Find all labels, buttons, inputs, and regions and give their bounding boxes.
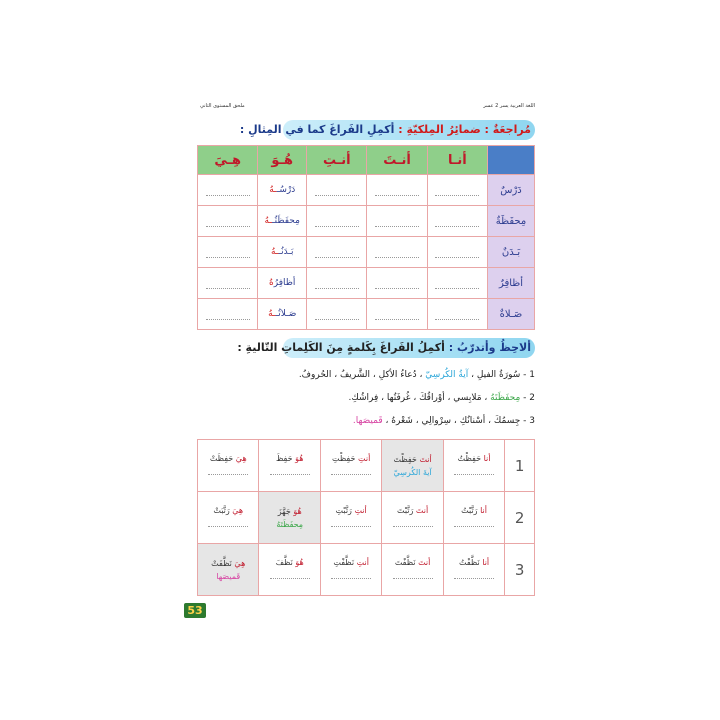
exercise-line-1: 1 - سُورَةُ الفيلِ ، آيةُ الكُرسِيّ ، دُعاءُ الأكلِ ، الشَّريفُ ، الحُروفُ.	[298, 370, 535, 380]
example-cell: بَـدَنُــهُ	[258, 237, 307, 268]
table-row	[198, 440, 535, 492]
blank-cell[interactable]	[307, 237, 367, 268]
verb-cell-example: هِيَ نَظَّفَتْ قَميصَها	[198, 544, 259, 596]
exercise-line-2: 2 - مِحفَظَتَهُ ، مَلابِسي ، أوْراقُكَ ، غُرفَتُها ، فِراشُكِ.	[348, 393, 535, 403]
blank-cell[interactable]	[427, 175, 487, 206]
verb-cell-example: هُوَ جَهَّزَ مِحفَظَتَهُ	[259, 492, 320, 544]
blank-cell[interactable]	[427, 299, 487, 330]
blank-cell[interactable]	[198, 268, 258, 299]
example-cell: مِحفَظَتُــهُ	[258, 206, 307, 237]
example-cell: أظافِرُهُ	[258, 268, 307, 299]
possessive-table-header	[198, 146, 535, 175]
blank-cell[interactable]	[367, 299, 427, 330]
table-row	[198, 299, 535, 330]
table-row	[198, 237, 535, 268]
blank-cell[interactable]	[427, 237, 487, 268]
blank-cell[interactable]	[307, 175, 367, 206]
verb-cell[interactable]: هُوَ نَظَّفَ	[259, 544, 320, 596]
row-label: مِحفَظَةٌ	[488, 206, 535, 237]
verb-cell[interactable]: أنتَ رَتَّبْتَ	[382, 492, 443, 544]
section2-title-blue: ألاحِظُ وأتدرّبُ :	[448, 341, 531, 354]
verb-cell-example: أنتَ حَفِظْتَ آيةَ الكُرسِيّ	[382, 440, 443, 492]
blank-cell[interactable]	[367, 268, 427, 299]
section2-title-rest: أكمِلُ الفَراغَ بِكَلمةٍ مِنَ الكَلِماتِ التّاليةِ :	[237, 341, 445, 354]
example-cell: دَرْسُــهُ	[258, 175, 307, 206]
verb-cell[interactable]: هُوَ حَفِظَ	[259, 440, 320, 492]
verb-cell[interactable]: هِيَ حَفِظَتْ	[198, 440, 259, 492]
verb-cell[interactable]: أنا حَفِظْتُ	[443, 440, 504, 492]
verb-cell[interactable]: هِيَ رَتَّبَتْ	[198, 492, 259, 544]
blank-cell[interactable]	[198, 237, 258, 268]
row-label: بَـدَنٌ	[488, 237, 535, 268]
verb-cell[interactable]: أنتِ رَتَّبْتِ	[320, 492, 381, 544]
blank-cell[interactable]	[198, 175, 258, 206]
blank-cell[interactable]	[367, 175, 427, 206]
table-row	[198, 175, 535, 206]
section1-banner	[239, 120, 535, 140]
blank-cell[interactable]	[427, 206, 487, 237]
verb-cell[interactable]: أنتِ نَظَّفْتِ	[320, 544, 381, 596]
section1-title-blue: أكمِلِ الفَراغَ كما في المِثالِ :	[239, 123, 395, 136]
exercise-line-3: 3 - جِسمُكَ ، أسْنانُكِ ، سِرْوالِي ، شَعْرهُ ، قَميصَها.	[352, 416, 535, 426]
row-number: 1	[505, 440, 535, 492]
header-ana: أنـا	[427, 146, 487, 175]
blank-cell[interactable]	[198, 206, 258, 237]
blank-cell[interactable]	[367, 206, 427, 237]
blank-cell[interactable]	[307, 268, 367, 299]
row-label: دَرْسٌ	[488, 175, 535, 206]
section2-banner	[237, 338, 535, 358]
blank-cell[interactable]	[427, 268, 487, 299]
table-row	[198, 206, 535, 237]
table-row	[198, 492, 535, 544]
table-row	[198, 544, 535, 596]
header-corner	[488, 146, 535, 175]
blank-cell[interactable]	[367, 237, 427, 268]
row-number: 2	[505, 492, 535, 544]
verb-cell[interactable]: أنتَ نَظَّفْتَ	[382, 544, 443, 596]
section1-title-red: مُراجعَةٌ : ضمائِرُ المِلكيّةِ :	[398, 123, 531, 136]
verb-cell[interactable]: أنا نَظَّفْتُ	[443, 544, 504, 596]
blank-cell[interactable]	[307, 206, 367, 237]
page-number: 53	[184, 603, 206, 618]
example-cell: صَـلاتُــهُ	[258, 299, 307, 330]
header-hiya: هِـيَ	[198, 146, 258, 175]
table-row	[198, 268, 535, 299]
header-anti: أنـتِ	[307, 146, 367, 175]
possessive-table	[197, 145, 535, 330]
header-huwa: هُـوَ	[258, 146, 307, 175]
header-anta: أنـتَ	[367, 146, 427, 175]
book-title-header: اللغة العربية يسر 2 عسر	[483, 103, 535, 109]
level-header: ملحق المستوى الثاني	[200, 103, 245, 109]
row-number: 3	[505, 544, 535, 596]
verb-cell[interactable]: أنتِ حَفِظْتِ	[320, 440, 381, 492]
blank-cell[interactable]	[198, 299, 258, 330]
blank-cell[interactable]	[307, 299, 367, 330]
verb-table	[197, 439, 535, 596]
verb-cell[interactable]: أنا رَتَّبْتُ	[443, 492, 504, 544]
row-label: أظافِرٌ	[488, 268, 535, 299]
row-label: صَـلاةٌ	[488, 299, 535, 330]
